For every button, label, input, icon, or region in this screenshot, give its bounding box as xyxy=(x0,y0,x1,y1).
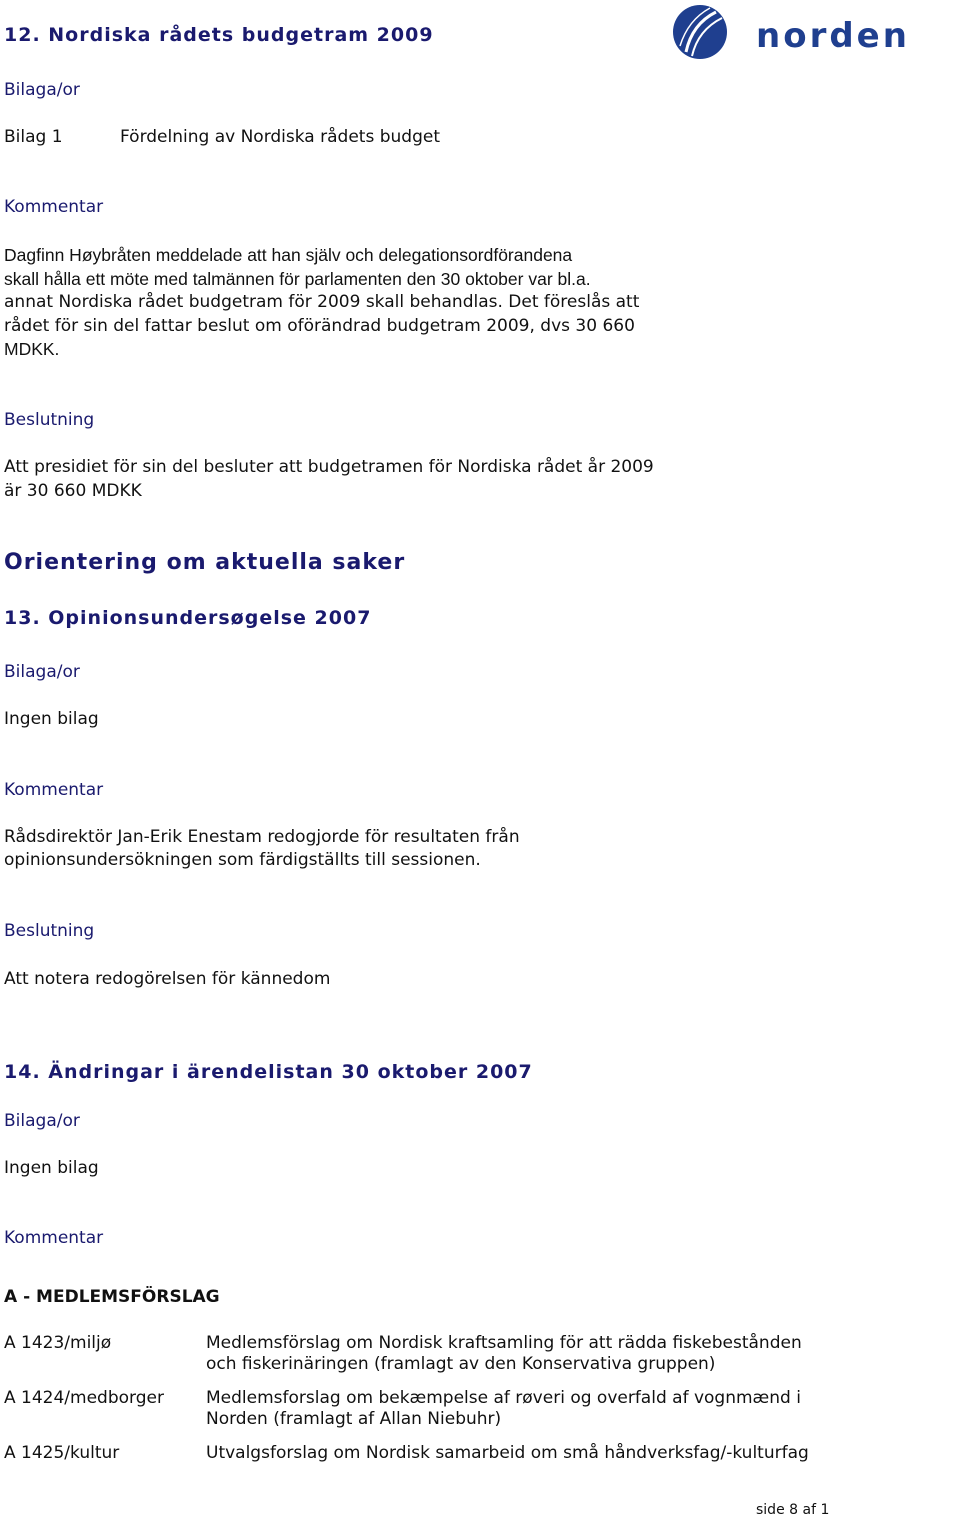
item-12-title: 12. Nordiska rådets budgetram 2009 xyxy=(4,24,434,46)
kommentar-heading-14: Kommentar xyxy=(4,1228,104,1248)
beslutning-heading-13: Beslutning xyxy=(4,921,95,941)
kommentar-13-line-2: opinionsundersökningen som färdigställts till sessionen. xyxy=(4,850,481,870)
member-desc-line-2: Norden (framlagt af Allan Niebuhr) xyxy=(206,1409,502,1429)
bilaga-text-13: Ingen bilag xyxy=(4,709,99,729)
beslutning-line-1: Att presidiet för sin del besluter att budgetramen för Nordiska rådet år 2009 xyxy=(4,457,654,477)
orientering-heading: Orientering om aktuella saker xyxy=(4,550,406,575)
beslutning-line-2: är 30 660 MDKK xyxy=(4,481,142,501)
norden-logo-icon xyxy=(672,4,960,60)
bilaga-heading: Bilaga/or xyxy=(4,80,80,100)
item-14-title: 14. Ändringar i ärendelistan 30 oktober 2007 xyxy=(4,1061,533,1083)
member-desc-line-2: och fiskerinäringen (framlagt av den Konservativa gruppen) xyxy=(206,1354,716,1374)
member-desc-line-1: Medlemsforslag om bekæmpelse af røveri og overfald af vognmænd i xyxy=(206,1388,801,1408)
kommentar-heading: Kommentar xyxy=(4,197,104,217)
bilaga-heading-13: Bilaga/or xyxy=(4,662,80,682)
bilaga-text: Fördelning av Nordiska rådets budget xyxy=(120,127,440,147)
beslutning-13-text: Att notera redogörelsen för kännedom xyxy=(4,969,331,989)
kommentar-line-5: MDKK. xyxy=(4,339,60,359)
kommentar-13-line-1: Rådsdirektör Jan-Erik Enestam redogjorde för resultaten från xyxy=(4,827,520,847)
logo-text: norden xyxy=(756,16,910,56)
medlemsforslag-heading: A - MEDLEMSFÖRSLAG xyxy=(4,1287,220,1307)
kommentar-heading-13: Kommentar xyxy=(4,780,104,800)
kommentar-line-3: annat Nordiska rådet budgetram för 2009 skall behandlas. Det föreslås att xyxy=(4,292,640,312)
bilaga-heading-14: Bilaga/or xyxy=(4,1111,80,1131)
member-desc-line-1: Utvalgsforslag om Nordisk samarbeid om små håndverksfag/-kulturfag xyxy=(206,1443,809,1463)
member-code: A 1423/miljø xyxy=(4,1333,112,1353)
page-number: side 8 af 1 xyxy=(756,1502,830,1518)
kommentar-line-4: rådet för sin del fattar beslut om oförändrad budgetram 2009, dvs 30 660 xyxy=(4,316,635,336)
member-code: A 1424/medborger xyxy=(4,1388,164,1408)
kommentar-line-1: Dagfinn Høybråten meddelade att han själv och delegationsordförandena xyxy=(4,245,573,265)
member-desc-line-1: Medlemsförslag om Nordisk kraftsamling för att rädda fiskebestånden xyxy=(206,1333,802,1353)
beslutning-heading: Beslutning xyxy=(4,410,95,430)
member-code: A 1425/kultur xyxy=(4,1443,120,1463)
bilaga-label: Bilag 1 xyxy=(4,127,63,147)
item-13-title: 13. Opinionsundersøgelse 2007 xyxy=(4,607,372,629)
bilaga-text-14: Ingen bilag xyxy=(4,1158,99,1178)
norden-logo xyxy=(672,4,960,60)
kommentar-line-2: skall hålla ett möte med talmännen för parlamenten den 30 oktober var bl.a. xyxy=(4,269,591,289)
